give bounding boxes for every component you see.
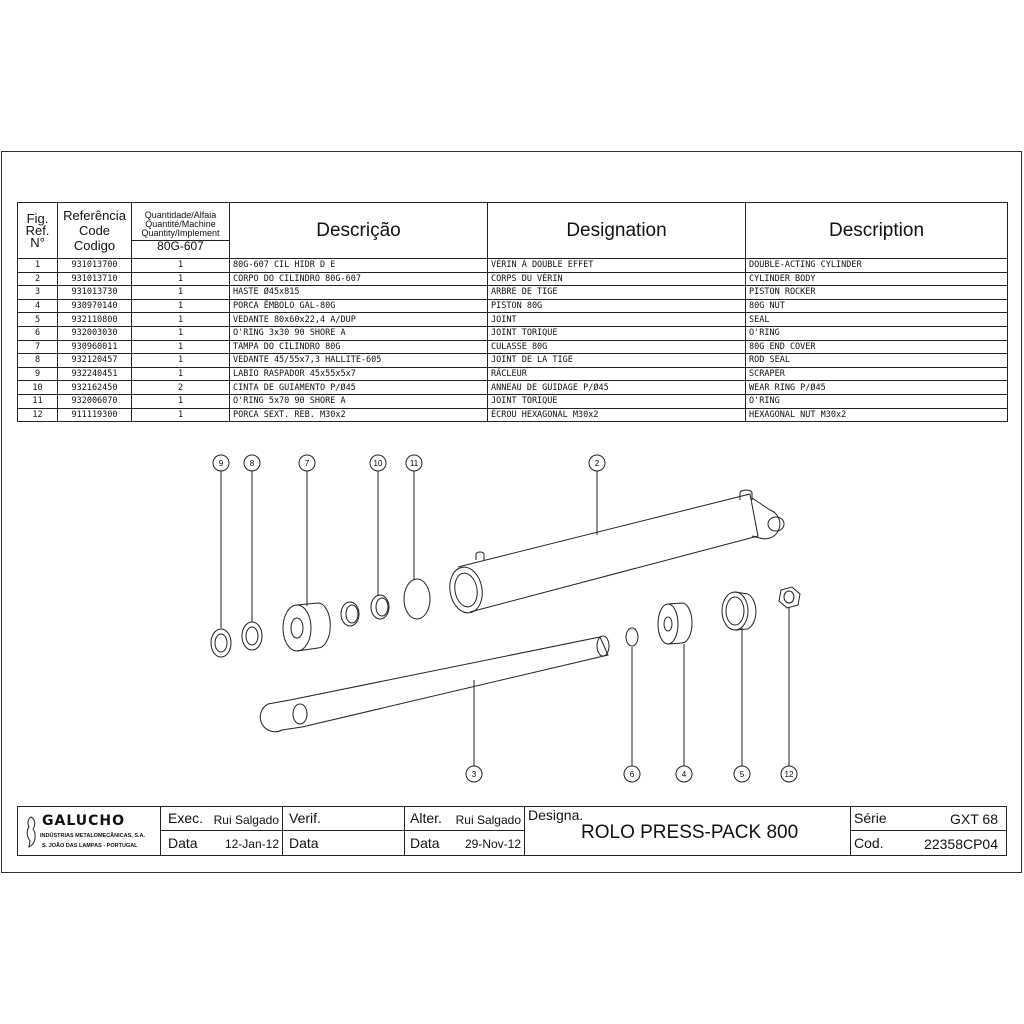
cell-quantity: 1 bbox=[132, 326, 230, 340]
part-balloon bbox=[406, 455, 422, 471]
part-balloon bbox=[466, 766, 482, 782]
cell-descricao: HASTE Ø45x815 bbox=[230, 286, 488, 300]
verif-date-cell: Data bbox=[283, 831, 405, 855]
alter-date-cell: Data 29-Nov-12 bbox=[405, 831, 525, 855]
verif-cell bbox=[283, 807, 405, 831]
cell-designation: CORPS DU VÉRIN bbox=[488, 272, 746, 286]
balloon-label: 9 bbox=[218, 459, 224, 468]
cell-part-code: 932003030 bbox=[58, 326, 132, 340]
cell-descricao: CORPO DO CILINDRO 80G-607 bbox=[230, 272, 488, 286]
part-balloon bbox=[734, 766, 750, 782]
cell-part-code: 932240451 bbox=[58, 367, 132, 381]
wear-ring-part bbox=[341, 595, 389, 626]
cell-designation: CULASSE 80G bbox=[488, 340, 746, 354]
cell-part-code: 931013710 bbox=[58, 272, 132, 286]
cell-description: SCRAPER bbox=[746, 367, 1008, 381]
part-balloon bbox=[781, 766, 797, 782]
part-balloon bbox=[244, 455, 260, 471]
part-balloon bbox=[370, 455, 386, 471]
alter-value: Rui Salgado bbox=[455, 813, 521, 827]
cell-quantity: 1 bbox=[132, 408, 230, 422]
cell-descricao: LABIO RASPADOR 45x55x5x7 bbox=[230, 367, 488, 381]
balloon-label: 7 bbox=[304, 459, 310, 468]
cell-description: 80G NUT bbox=[746, 299, 1008, 313]
cell-descricao: PORCA SEXT. REB. M30x2 bbox=[230, 408, 488, 422]
cell-quantity: 1 bbox=[132, 394, 230, 408]
cell-quantity: 1 bbox=[132, 313, 230, 327]
cell-fig-number: 3 bbox=[18, 286, 58, 300]
header-quantity: Quantidade/Alfaia Quantité/Machine Quantity/Implement 80G-607 bbox=[132, 203, 230, 259]
cell-fig-number: 2 bbox=[18, 272, 58, 286]
cell-designation: ANNEAU DE GUIDAGE P/Ø45 bbox=[488, 381, 746, 395]
o-ring-large-part bbox=[404, 579, 430, 619]
drawing-title: ROLO PRESS-PACK 800 bbox=[581, 822, 799, 843]
balloon-label: 3 bbox=[471, 770, 477, 779]
cell-designation: JOINT bbox=[488, 313, 746, 327]
exec-date-cell: Data 12-Jan-12 bbox=[161, 831, 283, 855]
piston-part bbox=[658, 603, 692, 644]
cell-designation: RÂCLEUR bbox=[488, 367, 746, 381]
serie-cell: Série GXT 68 bbox=[851, 807, 1006, 831]
cell-description: DOUBLE-ACTING CYLINDER bbox=[746, 259, 1008, 273]
cell-description: 80G END COVER bbox=[746, 340, 1008, 354]
exec-label: Exec. bbox=[168, 810, 204, 826]
part-balloon bbox=[299, 455, 315, 471]
cell-quantity: 1 bbox=[132, 259, 230, 273]
header-description: Description bbox=[746, 203, 1008, 259]
hex-nut-part bbox=[779, 587, 800, 608]
cell-fig-number: 11 bbox=[18, 394, 58, 408]
part-balloon bbox=[589, 455, 605, 471]
cell-descricao: CINTA DE GUIAMENTO P/Ø45 bbox=[230, 381, 488, 395]
cell-descricao: TAMPA DO CILINDRO 80G bbox=[230, 340, 488, 354]
company-logo: GALUCHO INDÚSTRIAS METALOMECÂNICAS, S.A. S. JOÃO DAS LAMPAS - PORTUGAL bbox=[18, 807, 161, 855]
cell-part-code: 932120457 bbox=[58, 354, 132, 368]
balloon-label: 10 bbox=[373, 459, 383, 468]
cell-fig-number: 12 bbox=[18, 408, 58, 422]
cell-descricao: 80G-607 CIL HIDR D E bbox=[230, 259, 488, 273]
code-cell: Cod. 22358CP04 bbox=[854, 835, 998, 852]
cell-fig-number: 8 bbox=[18, 354, 58, 368]
cell-part-code: 931013730 bbox=[58, 286, 132, 300]
cell-description: WEAR RING P/Ø45 bbox=[746, 381, 1008, 395]
balloon-label: 6 bbox=[629, 770, 635, 779]
cell-description: CYLINDER BODY bbox=[746, 272, 1008, 286]
balloon-label: 5 bbox=[739, 770, 745, 779]
cell-description: O'RING bbox=[746, 326, 1008, 340]
exec-value: Rui Salgado bbox=[213, 813, 279, 827]
cell-designation: ÉCROU HEXAGONAL M30x2 bbox=[488, 408, 746, 422]
cell-part-code: 930960011 bbox=[58, 340, 132, 354]
alter-date: 29-Nov-12 bbox=[464, 837, 521, 851]
balloon-label: 4 bbox=[681, 770, 687, 779]
header-designation: Designation bbox=[488, 203, 746, 259]
cell-description: O'RING bbox=[746, 394, 1008, 408]
cell-fig-number: 4 bbox=[18, 299, 58, 313]
cylinder-body-part bbox=[446, 490, 784, 615]
balloon-label: 12 bbox=[784, 770, 794, 779]
cell-quantity: 2 bbox=[132, 381, 230, 395]
balloon-label: 8 bbox=[249, 459, 255, 468]
rooster-logo-icon bbox=[24, 815, 38, 849]
seal-part bbox=[722, 592, 756, 630]
cell-part-code: 931013700 bbox=[58, 259, 132, 273]
cell-designation: JOINT TORIQUE bbox=[488, 326, 746, 340]
cell-fig-number: 1 bbox=[18, 259, 58, 273]
end-cover-part bbox=[283, 603, 330, 651]
code-value: 22358CP04 bbox=[924, 836, 998, 852]
rod-seal-part bbox=[242, 622, 262, 650]
cell-designation: ARBRE DE TIGE bbox=[488, 286, 746, 300]
cell-description: HEXAGONAL NUT M30x2 bbox=[746, 408, 1008, 422]
cell-descricao: O'RING 3x30 90 SHORE A bbox=[230, 326, 488, 340]
header-descricao: Descrição bbox=[230, 203, 488, 259]
cell-descricao: PORCA ÊMBOLO GAL-80G bbox=[230, 299, 488, 313]
part-balloon bbox=[213, 455, 229, 471]
header-fig-ref: Fig. Ref. N° bbox=[18, 203, 58, 259]
exec-date: 12-Jan-12 bbox=[224, 837, 279, 851]
scraper-part bbox=[211, 629, 231, 657]
cell-designation: PISTON 80G bbox=[488, 299, 746, 313]
part-balloon bbox=[624, 766, 640, 782]
cell-designation: VÉRIN À DOUBLE EFFET bbox=[488, 259, 746, 273]
cell-description: ROD SEAL bbox=[746, 354, 1008, 368]
piston-rod-part bbox=[260, 636, 609, 732]
cell-part-code: 911119300 bbox=[58, 408, 132, 422]
header-machine-model: 80G-607 bbox=[132, 240, 229, 251]
cell-part-code: 930970140 bbox=[58, 299, 132, 313]
cell-descricao: VEDANTE 45/55x7,3 HALLITE-605 bbox=[230, 354, 488, 368]
alter-label: Alter. bbox=[410, 810, 442, 826]
cell-fig-number: 5 bbox=[18, 313, 58, 327]
cell-part-code: 932110800 bbox=[58, 313, 132, 327]
verif-label: Verif. bbox=[289, 810, 321, 826]
exec-cell bbox=[161, 807, 283, 831]
balloon-label: 2 bbox=[594, 459, 600, 468]
cell-description: PISTON ROCKER bbox=[746, 286, 1008, 300]
cell-quantity: 1 bbox=[132, 367, 230, 381]
cell-fig-number: 7 bbox=[18, 340, 58, 354]
header-reference-code: Referência Code Codigo bbox=[58, 203, 132, 259]
alter-cell bbox=[405, 807, 525, 831]
serie-value: GXT 68 bbox=[950, 811, 998, 827]
cell-quantity: 1 bbox=[132, 299, 230, 313]
balloon-label: 11 bbox=[409, 459, 419, 468]
designation-cell bbox=[525, 807, 851, 855]
cell-quantity: 1 bbox=[132, 272, 230, 286]
cell-part-code: 932006070 bbox=[58, 394, 132, 408]
cell-descricao: O'RING 5x70 90 SHORE A bbox=[230, 394, 488, 408]
cell-descricao: VEDANTE 80x60x22,4 A/DUP bbox=[230, 313, 488, 327]
cell-fig-number: 9 bbox=[18, 367, 58, 381]
cell-quantity: 1 bbox=[132, 286, 230, 300]
cell-description: SEAL bbox=[746, 313, 1008, 327]
cell-quantity: 1 bbox=[132, 340, 230, 354]
o-ring-small-part bbox=[626, 628, 638, 646]
cell-fig-number: 6 bbox=[18, 326, 58, 340]
designa-label: Designa. bbox=[528, 807, 584, 823]
cell-quantity: 1 bbox=[132, 354, 230, 368]
part-balloon bbox=[676, 766, 692, 782]
cell-fig-number: 10 bbox=[18, 381, 58, 395]
cell-designation: JOINT TORIQUE bbox=[488, 394, 746, 408]
leader-lines bbox=[221, 471, 789, 766]
cell-part-code: 932162450 bbox=[58, 381, 132, 395]
cell-designation: JOINT DE LA TIGE bbox=[488, 354, 746, 368]
title-block bbox=[17, 806, 1007, 856]
